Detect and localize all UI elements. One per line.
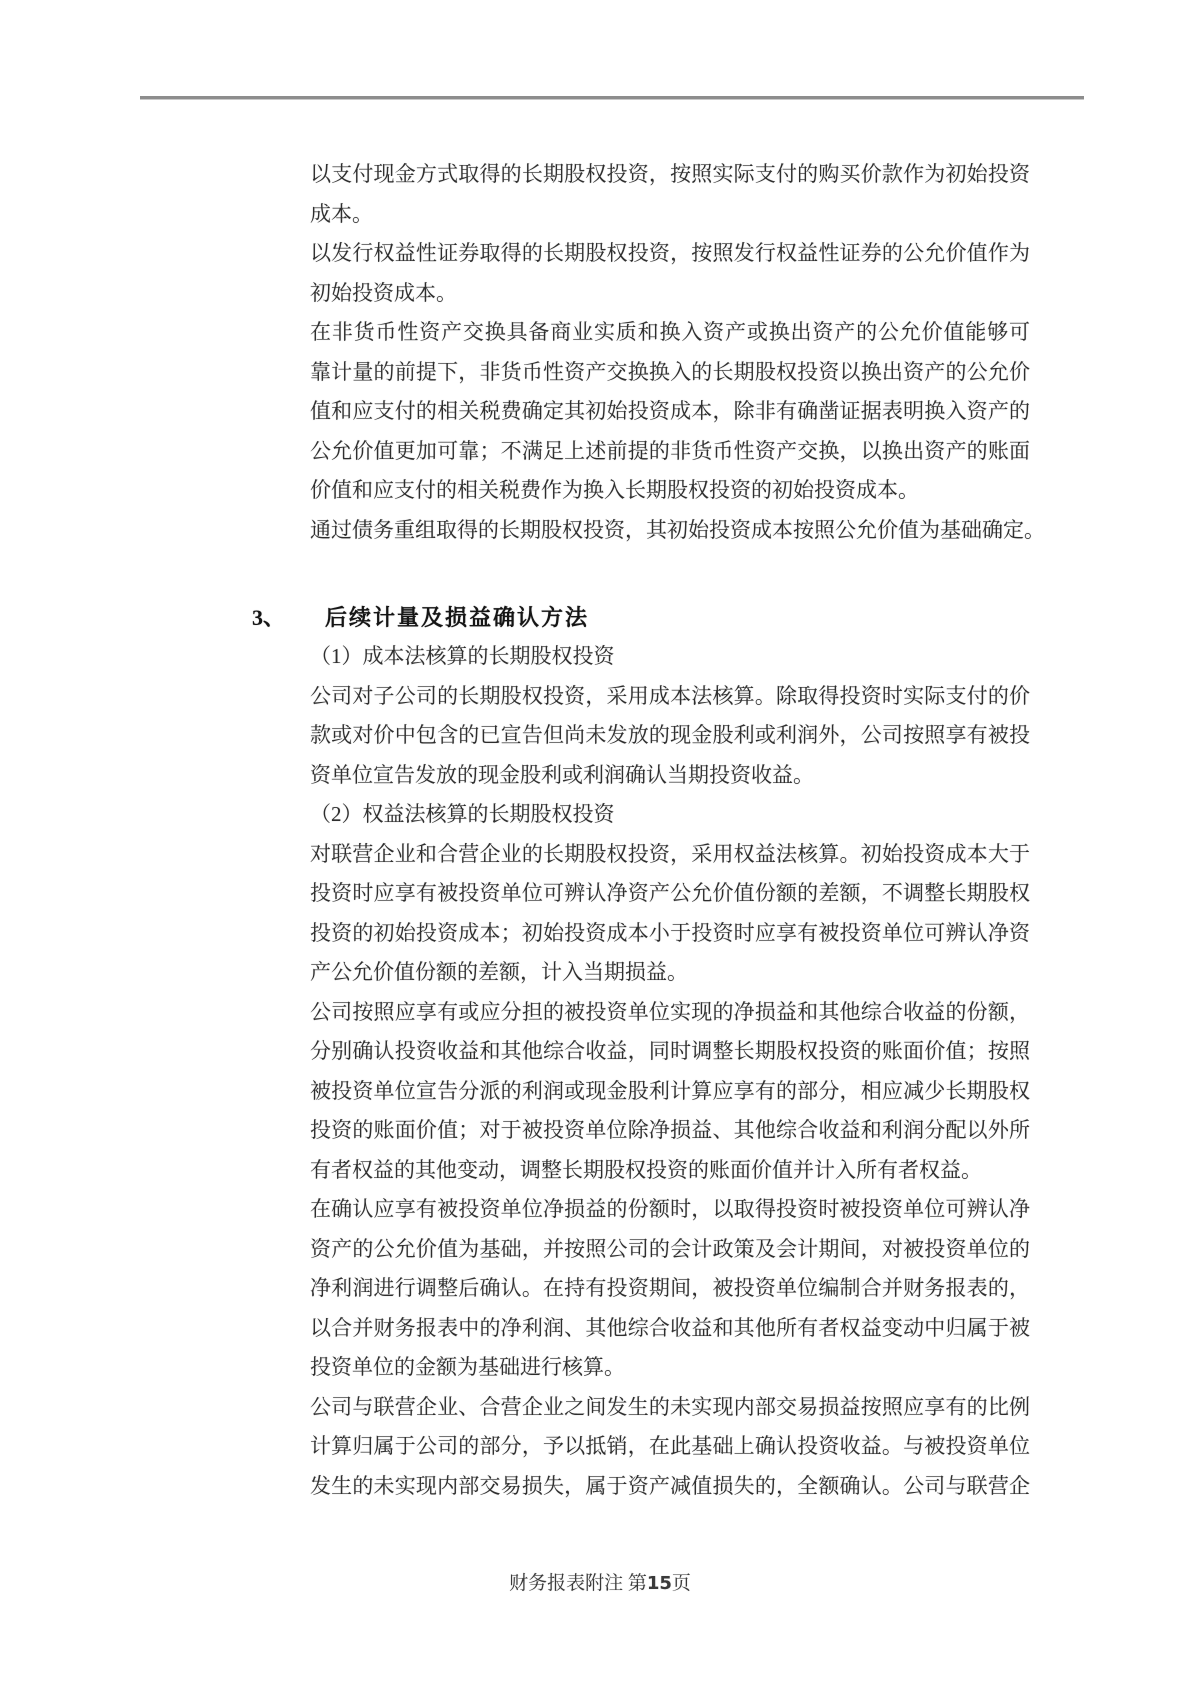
text-line: 靠计量的前提下，非货币性资产交换换入的长期股权投资以换出资产的公允价 (310, 359, 1030, 384)
paragraph (310, 234, 1030, 313)
text-line: 投资的账面价值；对于被投资单位除净损益、其他综合收益和利润分配以外所 (310, 1118, 1030, 1142)
paragraph (310, 511, 1045, 551)
text-line: 初始投资成本。 (310, 280, 457, 305)
text-line: 净利润进行调整后确认。在持有投资期间，被投资单位编制合并财务报表的， (310, 1276, 1030, 1300)
section-initial-investment-cost (310, 155, 1045, 550)
text-line: 被投资单位宣告分派的利润或现金股利计算应享有的部分，相应减少长期股权 (310, 1078, 1030, 1103)
paragraph (310, 835, 1030, 993)
paragraph (310, 637, 1030, 677)
text-line: 投资的初始投资成本；初始投资成本小于投资时应享有被投资单位可辨认净资 (310, 920, 1030, 945)
section-subsequent-measurement (310, 637, 1030, 1506)
text-line: 值和应支付的相关税费确定其初始投资成本，除非有确凿证据表明换入资产的 (310, 399, 1030, 423)
text-line: 有者权益的其他变动，调整长期股权投资的账面价值并计入所有者权益。 (310, 1157, 982, 1182)
paragraph (310, 1388, 1030, 1507)
section-heading (252, 599, 589, 637)
text-line: 公司与联营企业、合营企业之间发生的未实现内部交易损益按照应享有的比例 (310, 1394, 1030, 1419)
footer-label-suffix: 页 (671, 1573, 691, 1594)
text-line: 资单位宣告发放的现金股利或利润确认当期投资收益。 (310, 762, 814, 787)
heading-title: 后续计量及损益确认方法 (325, 605, 590, 630)
text-line: 产公允价值份额的差额，计入当期损益。 (310, 960, 688, 984)
heading-number: 3、 (252, 605, 286, 630)
text-line: 计算归属于公司的部分，予以抵销，在此基础上确认投资收益。与被投资单位 (310, 1434, 1030, 1458)
footer-page-number: 15 (646, 1573, 672, 1594)
text-line: 投资时应享有被投资单位可辨认净资产公允价值份额的差额，不调整长期股权 (310, 881, 1030, 905)
text-line: 以发行权益性证券取得的长期股权投资，按照发行权益性证券的公允价值作为 (310, 241, 1030, 265)
paragraph (310, 1190, 1030, 1388)
text-line: 投资单位的金额为基础进行核算。 (310, 1355, 625, 1379)
text-line: 成本。 (310, 201, 373, 226)
text-line: （2）权益法核算的长期股权投资 (310, 802, 615, 826)
text-line: 公允价值更加可靠；不满足上述前提的非货币性资产交换，以换出资产的账面 (310, 438, 1030, 463)
header-rule (140, 96, 1084, 100)
paragraph (310, 795, 1030, 835)
text-line: 通过债务重组取得的长期股权投资，其初始投资成本按照公允价值为基础确定。 (310, 517, 1045, 542)
paragraph (310, 313, 1030, 511)
text-line: 公司按照应享有或应分担的被投资单位实现的净损益和其他综合收益的份额， (310, 999, 1030, 1024)
text-line: 以支付现金方式取得的长期股权投资，按照实际支付的购买价款作为初始投资 (310, 162, 1030, 186)
paragraph (310, 993, 1030, 1191)
text-line: 以合并财务报表中的净利润、其他综合收益和其他所有者权益变动中归属于被 (310, 1315, 1030, 1340)
text-line: （1）成本法核算的长期股权投资 (310, 644, 615, 668)
text-line: 分别确认投资收益和其他综合收益，同时调整长期股权投资的账面价值；按照 (310, 1039, 1030, 1063)
text-line: 在确认应享有被投资单位净损益的份额时，以取得投资时被投资单位可辨认净 (310, 1197, 1030, 1221)
text-line: 价值和应支付的相关税费作为换入长期股权投资的初始投资成本。 (310, 478, 919, 502)
text-line: 对联营企业和合营企业的长期股权投资，采用权益法核算。初始投资成本大于 (310, 841, 1030, 866)
text-line: 公司对子公司的长期股权投资，采用成本法核算。除取得投资时实际支付的价 (310, 683, 1030, 708)
footer-label-prefix: 财务报表附注 第 (509, 1573, 647, 1594)
text-line: 款或对价中包含的已宣告但尚未发放的现金股利或利润外，公司按照享有被投 (310, 723, 1030, 747)
paragraph (310, 677, 1030, 796)
text-line: 发生的未实现内部交易损失，属于资产减值损失的，全额确认。公司与联营企 (310, 1473, 1030, 1498)
text-line: 在非货币性资产交换具备商业实质和换入资产或换出资产的公允价值能够可 (310, 320, 1030, 344)
paragraph (310, 155, 1030, 234)
page-footer (0, 1570, 1200, 1598)
text-line: 资产的公允价值为基础，并按照公司的会计政策及会计期间，对被投资单位的 (310, 1236, 1030, 1261)
